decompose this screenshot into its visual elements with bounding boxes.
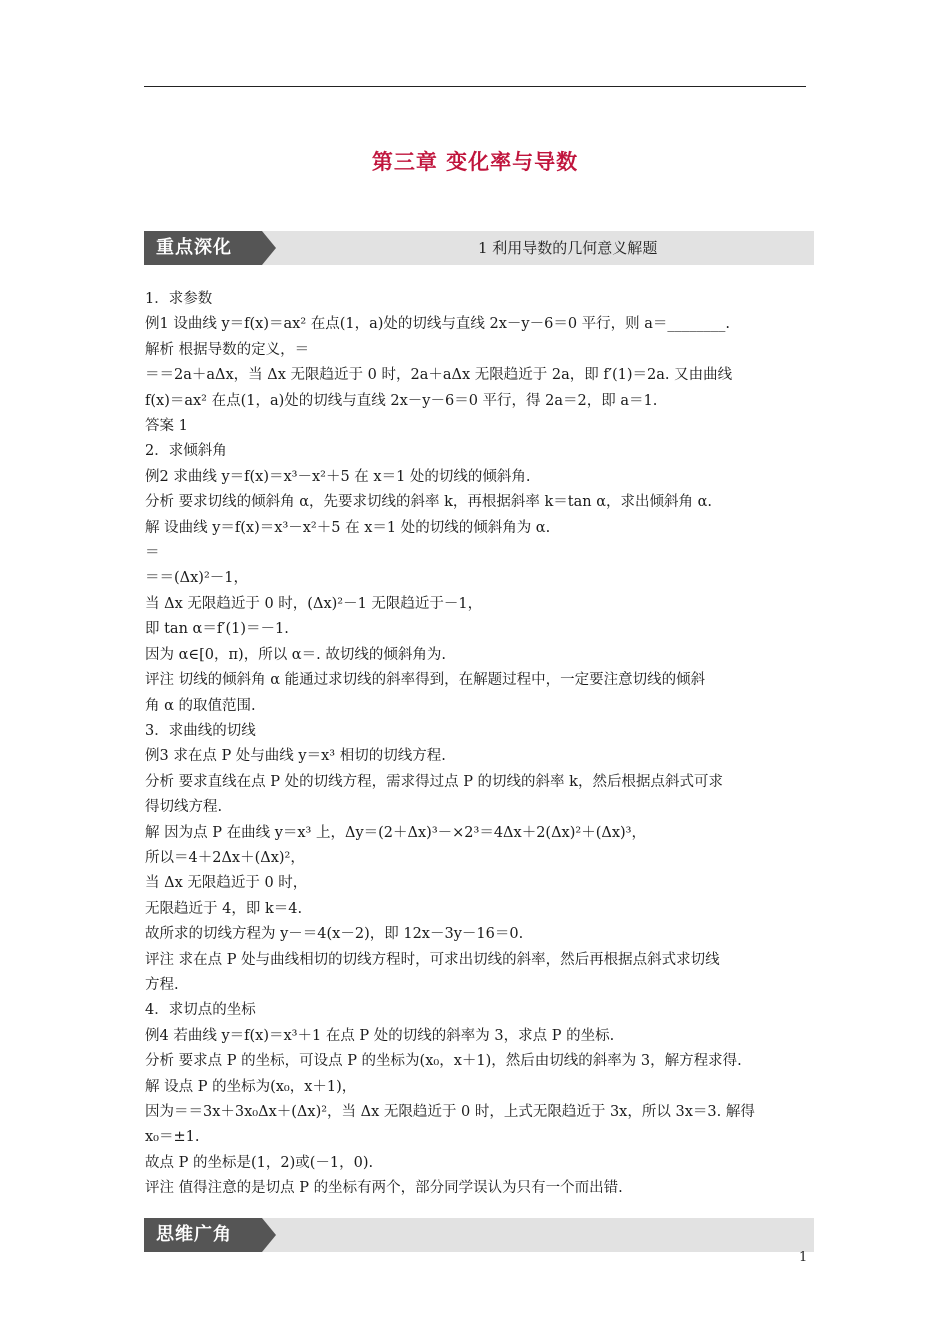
text-line: 解 设点 P 的坐标为(x₀，x＋1)，: [145, 1078, 357, 1095]
page-number: 1: [799, 1250, 808, 1265]
text-line: 解 因为点 P 在曲线 y＝x³ 上，Δy＝(2＋Δx)³－×2³＝4Δx＋2(Δx)²＋(Δx)³，: [145, 824, 646, 841]
text-line: 2．求倾斜角: [145, 443, 227, 460]
text-line: 3．求曲线的切线: [145, 722, 256, 739]
section-banner-key-points: [144, 231, 814, 265]
text-line: 分析 要求点 P 的坐标，可设点 P 的坐标为(x₀，x＋1)，然后由切线的斜率为 3，解方程求得.: [145, 1053, 742, 1070]
text-line: 方程.: [145, 976, 179, 993]
chapter-title: 第三章 变化率与导数: [371, 149, 579, 174]
text-line: 得切线方程.: [145, 799, 223, 816]
section-tag: 重点深化: [144, 231, 262, 265]
text-line: 评注 求在点 P 处与曲线相切的切线方程时，可求出切线的斜率，然后再根据点斜式求切线: [145, 951, 720, 968]
text-line: 即 tan α＝f′(1)＝－1.: [145, 621, 289, 638]
text-line: 例2 求曲线 y＝f(x)＝x³－x²＋5 在 x＝1 处的切线的倾斜角.: [145, 468, 531, 485]
text-line: 当 Δx 无限趋近于 0 时，(Δx)²－1 无限趋近于－1，: [145, 595, 483, 612]
section-banner-broad-view: [144, 1218, 814, 1252]
text-line: 分析 要求直线在点 P 处的切线方程，需求得过点 P 的切线的斜率 k，然后根据点斜式可求: [145, 773, 723, 790]
text-line: 所以＝4＋2Δx＋(Δx)²，: [145, 849, 305, 866]
text-line: 当 Δx 无限趋近于 0 时，: [145, 875, 308, 892]
text-line: ＝: [145, 545, 160, 562]
section-subtitle: 1 利用导数的几何意义解题: [478, 239, 658, 257]
text-line: 1．求参数: [145, 291, 213, 307]
text-line: 例1 设曲线 y＝f(x)＝ax² 在点(1，a)处的切线与直线 2x－y－6＝0 平行，则 a＝________.: [145, 316, 731, 333]
text-line: 答案 1: [145, 418, 188, 435]
document-body: [145, 287, 813, 1202]
text-line: 例4 若曲线 y＝f(x)＝x³＋1 在点 P 处的切线的斜率为 3，求点 P 的坐标.: [145, 1027, 615, 1044]
text-line: f(x)＝ax² 在点(1，a)处的切线与直线 2x－y－6＝0 平行，得 2a＝2，即 a＝1.: [145, 392, 658, 409]
text-line: 分析 要求切线的倾斜角 α，先要求切线的斜率 k，再根据斜率 k＝tan α，求出倾斜角 α.: [145, 494, 713, 511]
text-line: 评注 切线的倾斜角 α 能通过求切线的斜率得到，在解题过程中，一定要注意切线的倾斜: [145, 672, 706, 689]
text-line: x₀＝±1.: [145, 1129, 200, 1146]
text-line: 因为 α∈[0，π)，所以 α＝. 故切线的倾斜角为.: [145, 646, 446, 663]
text-line: 角 α 的取值范围.: [145, 697, 256, 714]
text-line: 解 设曲线 y＝f(x)＝x³－x²＋5 在 x＝1 处的切线的倾斜角为 α.: [145, 519, 551, 536]
text-line: 解析 根据导数的定义，＝: [145, 341, 310, 358]
text-line: 评注 值得注意的是切点 P 的坐标有两个，部分同学误认为只有一个而出错.: [145, 1180, 623, 1197]
text-line: 故点 P 的坐标是(1，2)或(－1，0).: [145, 1154, 374, 1171]
text-line: 4．求切点的坐标: [145, 1002, 256, 1019]
text-line: 无限趋近于 4，即 k＝4.: [145, 900, 303, 917]
text-line: 故所求的切线方程为 y－＝4(x－2)，即 12x－3y－16＝0.: [145, 926, 524, 943]
text-line: 例3 求在点 P 处与曲线 y＝x³ 相切的切线方程.: [145, 748, 446, 765]
text-line: 因为＝＝3x＋3x₀Δx＋(Δx)²，当 Δx 无限趋近于 0 时，上式无限趋近于 3x，所以 3x＝3. 解得: [145, 1104, 755, 1120]
section-tag: 思维广角: [144, 1218, 262, 1252]
text-line: ＝＝(Δx)²－1，: [145, 570, 249, 587]
text-line: ＝＝2a＋aΔx，当 Δx 无限趋近于 0 时，2a＋aΔx 无限趋近于 2a，即 f′(1)＝2a. 又由曲线: [145, 367, 733, 384]
top-rule: [144, 86, 806, 87]
